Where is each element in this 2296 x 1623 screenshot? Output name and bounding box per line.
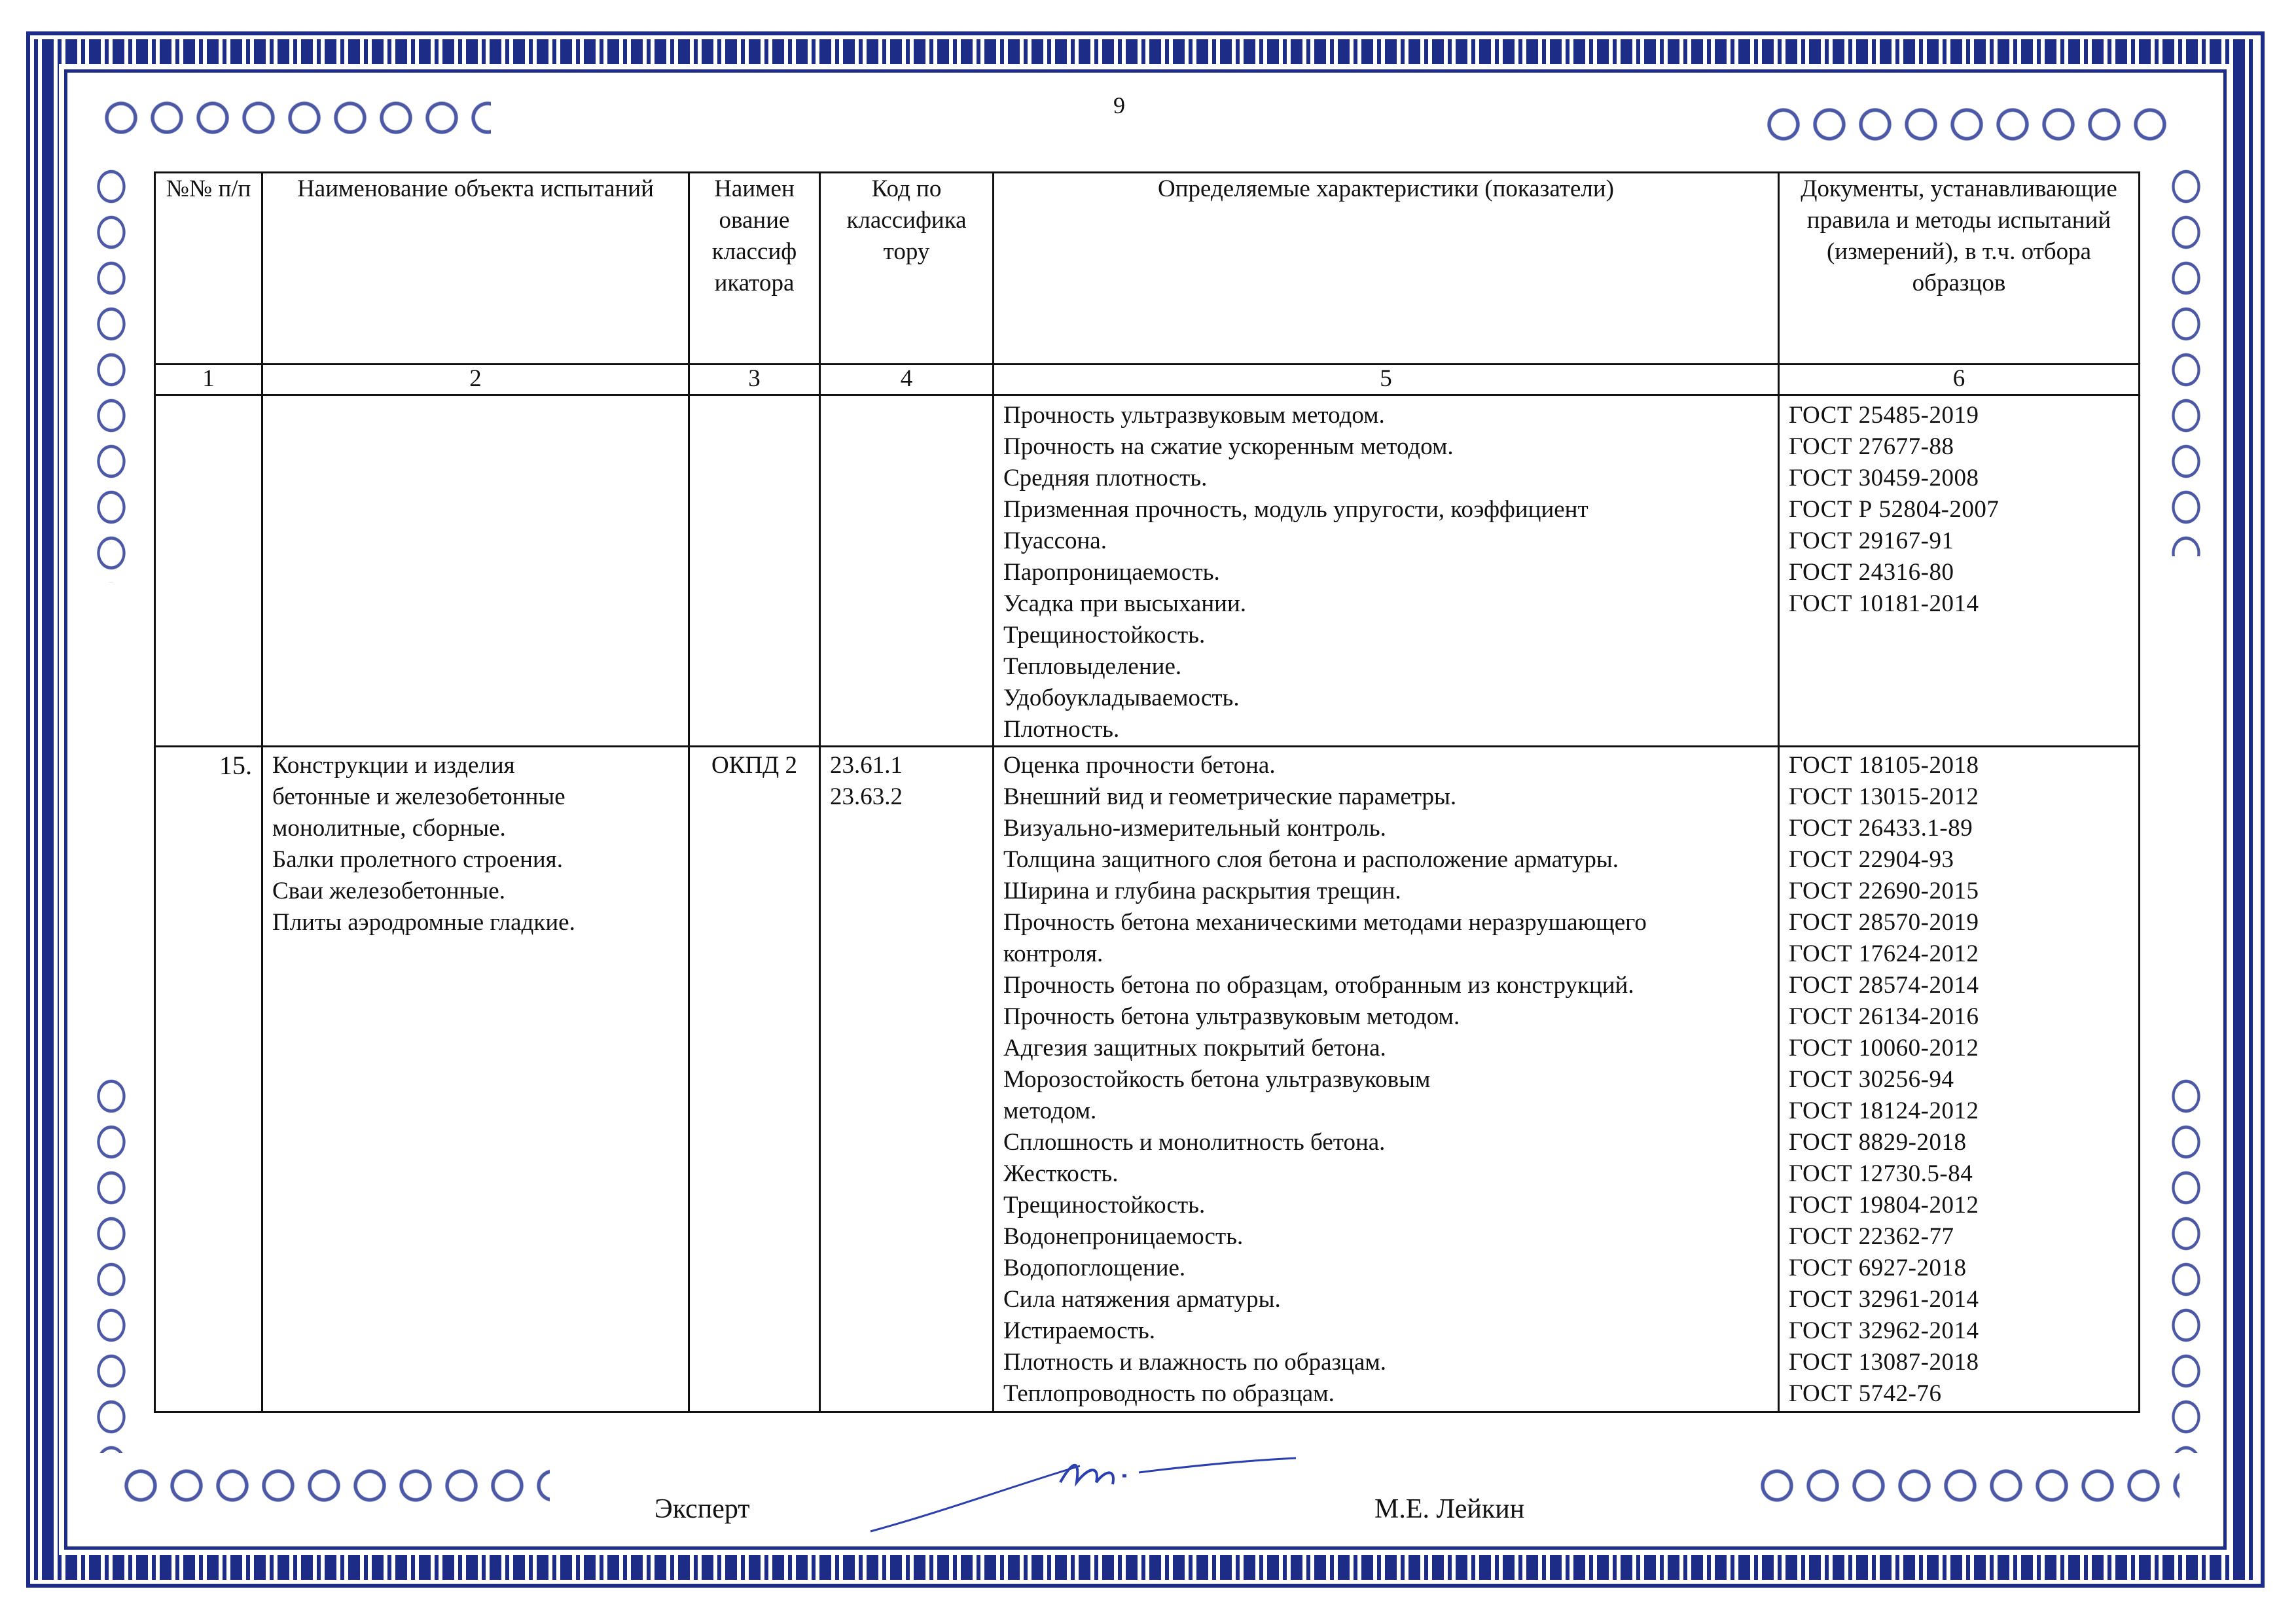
- document-item: ГОСТ 18124-2012: [1789, 1097, 1979, 1124]
- characteristic-item: Тепловыделение.: [1003, 653, 1182, 680]
- column-number: 6: [1779, 365, 2140, 395]
- characteristic-item: Толщина защитного слоя бетона и расположение арматуры.: [1003, 846, 1619, 873]
- characteristic-item: Жесткость.: [1003, 1160, 1119, 1187]
- header-object: Наименование объекта испытаний: [262, 173, 689, 365]
- ornament-swirl-bottom-left: [118, 1466, 550, 1505]
- column-number: 5: [994, 365, 1779, 395]
- document-item: ГОСТ 13015-2012: [1789, 783, 1979, 810]
- characteristic-item: Ширина и глубина раскрытия трещин.: [1003, 878, 1401, 904]
- object-cell: [262, 395, 689, 747]
- document-item: ГОСТ 5742-76: [1789, 1380, 1942, 1407]
- accreditation-scope-table: [154, 171, 2140, 1413]
- document-item: ГОСТ 25485-2019: [1789, 402, 1979, 429]
- documents-cell: [1779, 395, 2140, 747]
- characteristic-item: Морозостойкость бетона ультразвуковым: [1003, 1066, 1431, 1093]
- column-number: 4: [820, 365, 994, 395]
- document-item: ГОСТ 8829-2018: [1789, 1129, 1967, 1156]
- code-cell: [820, 395, 994, 747]
- characteristic-item: Плотность и влажность по образцам.: [1003, 1349, 1387, 1376]
- ornament-vine-right-bottom: [2166, 1073, 2206, 1453]
- object-line: Балки пролетного строения.: [272, 846, 563, 873]
- characteristic-item: Теплопроводность по образцам.: [1003, 1380, 1335, 1407]
- header-classifier: Наимен ование классиф икатора: [689, 173, 820, 365]
- ornament-swirl-top-right: [1761, 105, 2179, 144]
- header-number: №№ п/п: [155, 173, 262, 365]
- characteristic-item: Плотность.: [1003, 716, 1120, 743]
- documents-cell: [1779, 747, 2140, 1412]
- header-code: Код по классифика тору: [820, 173, 994, 365]
- document-item: ГОСТ 10181-2014: [1789, 590, 1979, 617]
- code-cell: [820, 747, 994, 1412]
- characteristic-item: Водонепроницаемость.: [1003, 1223, 1244, 1250]
- characteristics-cell: [994, 395, 1779, 747]
- document-item: ГОСТ 22362-77: [1789, 1223, 1954, 1250]
- document-item: ГОСТ 22904-93: [1789, 846, 1954, 873]
- object-line: монолитные, сборные.: [272, 815, 506, 842]
- characteristic-item: Усадка при высыхании.: [1003, 590, 1247, 617]
- document-item: ГОСТ 13087-2018: [1789, 1349, 1979, 1376]
- characteristic-item: Призменная прочность, модуль упругости, коэффициент: [1003, 496, 1588, 523]
- characteristic-item: Трещиностойкость.: [1003, 622, 1206, 649]
- document-item: ГОСТ 32961-2014: [1789, 1286, 1979, 1313]
- object-line: Конструкции и изделия: [272, 752, 515, 779]
- ornament-vine-left-bottom: [92, 1073, 131, 1453]
- characteristic-item: Удобоукладываемость.: [1003, 685, 1240, 711]
- column-number: 1: [155, 365, 262, 395]
- document-item: ГОСТ 28574-2014: [1789, 972, 1979, 999]
- document-item: ГОСТ 30459-2008: [1789, 465, 1979, 491]
- characteristic-item: Прочность бетона по образцам, отобранным из конструкций.: [1003, 972, 1634, 999]
- characteristic-item: Оценка прочности бетона.: [1003, 752, 1276, 779]
- document-item: ГОСТ 26134-2016: [1789, 1003, 1979, 1030]
- document-item: ГОСТ 32962-2014: [1789, 1317, 1979, 1344]
- characteristic-item: Сплошность и монолитность бетона.: [1003, 1129, 1386, 1156]
- ornament-swirl-bottom-right: [1754, 1466, 2179, 1505]
- column-number: 3: [689, 365, 820, 395]
- header-documents: Документы, устанавливающие правила и методы испытаний (измерений), в т.ч. отбора образцов: [1779, 173, 2140, 365]
- column-number-row: [155, 365, 2140, 395]
- classifier-cell: [689, 395, 820, 747]
- document-item: ГОСТ 6927-2018: [1789, 1255, 1967, 1281]
- document-item: ГОСТ Р 52804-2007: [1789, 496, 2000, 523]
- characteristic-item: Водопоглощение.: [1003, 1255, 1186, 1281]
- characteristic-item: Трещиностойкость.: [1003, 1192, 1206, 1219]
- characteristic-item: Сила натяжения арматуры.: [1003, 1286, 1281, 1313]
- document-item: ГОСТ 27677-88: [1789, 433, 1954, 460]
- characteristic-item: Прочность бетона механическими методами неразрушающего: [1003, 909, 1647, 936]
- object-line: Плиты аэродромные гладкие.: [272, 909, 575, 936]
- document-item: ГОСТ 17624-2012: [1789, 940, 1979, 967]
- characteristics-cell: [994, 747, 1779, 1412]
- table-row: [155, 395, 2140, 747]
- ornament-vine-right-top: [2166, 164, 2206, 556]
- handwritten-signature: [864, 1446, 1309, 1538]
- object-line: бетонные и железобетонные: [272, 783, 565, 810]
- expert-name: М.Е. Лейкин: [1374, 1494, 1525, 1524]
- characteristic-item: Пуассона.: [1003, 527, 1107, 554]
- characteristic-item: Паропроницаемость.: [1003, 559, 1220, 586]
- document-item: ГОСТ 26433.1-89: [1789, 815, 1973, 842]
- code-item: 23.63.2: [830, 783, 903, 810]
- object-cell: [262, 747, 689, 1412]
- characteristic-item: Прочность на сжатие ускоренным методом.: [1003, 433, 1454, 460]
- row-number-cell: 15.: [155, 747, 262, 1412]
- row-number-cell: [155, 395, 262, 747]
- characteristic-item: методом.: [1003, 1097, 1097, 1124]
- document-item: ГОСТ 10060-2012: [1789, 1035, 1979, 1061]
- characteristic-item: Средняя плотность.: [1003, 465, 1208, 491]
- ornament-swirl-top-left: [98, 98, 491, 137]
- code-item: 23.61.1: [830, 752, 903, 779]
- characteristic-item: Истираемость.: [1003, 1317, 1156, 1344]
- characteristic-item: Визуально-измерительный контроль.: [1003, 815, 1386, 842]
- characteristic-item: контроля.: [1003, 940, 1103, 967]
- document-item: ГОСТ 18105-2018: [1789, 752, 1979, 779]
- classifier-cell: ОКПД 2: [689, 747, 820, 1412]
- page-number: 9: [1113, 92, 1125, 118]
- object-line: Сваи железобетонные.: [272, 878, 505, 904]
- table-header-row: [155, 173, 2140, 365]
- document-item: ГОСТ 12730.5-84: [1789, 1160, 1973, 1187]
- document-item: ГОСТ 30256-94: [1789, 1066, 1954, 1093]
- column-number: 2: [262, 365, 689, 395]
- document-item: ГОСТ 22690-2015: [1789, 878, 1979, 904]
- characteristic-item: Адгезия защитных покрытий бетона.: [1003, 1035, 1386, 1061]
- document-item: ГОСТ 24316-80: [1789, 559, 1954, 586]
- characteristic-item: Прочность ультразвуковым методом.: [1003, 402, 1385, 429]
- expert-role-label: Эксперт: [655, 1494, 750, 1524]
- header-characteristics: Определяемые характеристики (показатели): [994, 173, 1779, 365]
- document-item: ГОСТ 28570-2019: [1789, 909, 1979, 936]
- characteristic-item: Прочность бетона ультразвуковым методом.: [1003, 1003, 1460, 1030]
- document-item: ГОСТ 29167-91: [1789, 527, 1954, 554]
- document-item: ГОСТ 19804-2012: [1789, 1192, 1979, 1219]
- ornament-vine-left-top: [92, 164, 131, 582]
- characteristic-item: Внешний вид и геометрические параметры.: [1003, 783, 1457, 810]
- table-row: [155, 747, 2140, 1412]
